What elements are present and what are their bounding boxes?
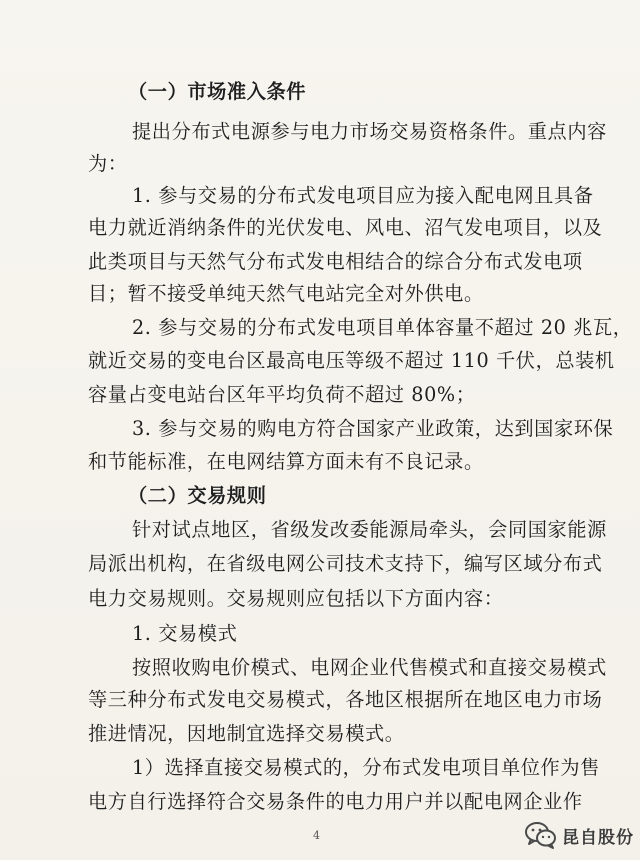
paragraph-line: 就近交易的变电台区最高电压等级不超过 110 千伏，总装机 [88, 349, 615, 372]
section-heading-1: （一）市场准入条件 [128, 80, 307, 103]
paragraph-line: 电方自行选择符合交易条件的电力用户并以配电网企业作 [88, 790, 583, 813]
paragraph-line: 1）选择直接交易模式的，分布式发电项目单位作为售 [132, 756, 600, 779]
paragraph-line: 电力就近消纳条件的光伏发电、风电、沼气发电项目，以及 [88, 216, 603, 239]
paragraph-line: 电力交易规则。交易规则应包括以下方面内容： [88, 587, 504, 610]
paragraph-line: 按照收购电价模式、电网企业代售模式和直接交易模式 [132, 656, 607, 679]
section-heading-2: （二）交易规则 [128, 484, 267, 507]
paragraph-line: 2. 参与交易的分布式发电项目单体容量不超过 20 兆瓦， [132, 316, 633, 339]
paragraph-line: 为： [88, 152, 128, 175]
paragraph-line: 等三种分布式发电交易模式，各地区根据所在地区电力市场 [88, 688, 603, 711]
paragraph-line: 目；暂不接受单纯天然气电站完全对外供电。 [88, 282, 484, 305]
paragraph-line: 3. 参与交易的购电方符合国家产业政策，达到国家环保 [132, 417, 614, 440]
paragraph-line: 1. 参与交易的分布式发电项目应为接入配电网且具备 [132, 184, 594, 207]
paragraph-line: 和节能标准，在电网结算方面未有不良记录。 [88, 450, 484, 473]
page-number: 4 [313, 829, 320, 842]
watermark-text: 昆自股份 [562, 827, 634, 848]
subheading-line: 1. 交易模式 [132, 622, 238, 645]
watermark [524, 818, 634, 852]
paragraph-line: 推进情况，因地制宜选择交易模式。 [88, 722, 405, 745]
paragraph-line: 提出分布式电源参与电力市场交易资格条件。重点内容 [132, 120, 607, 143]
paragraph-line: 此类项目与天然气分布式发电相结合的综合分布式发电项 [88, 250, 583, 273]
wechat-icon [524, 820, 558, 850]
paragraph-line: 局派出机构，在省级电网公司技术支持下，编写区域分布式 [88, 552, 603, 575]
paragraph-line: 针对试点地区，省级发改委能源局牵头，会同国家能源 [132, 518, 607, 541]
paragraph-line: 容量占变电站台区年平均负荷不超过 80%； [88, 383, 476, 406]
